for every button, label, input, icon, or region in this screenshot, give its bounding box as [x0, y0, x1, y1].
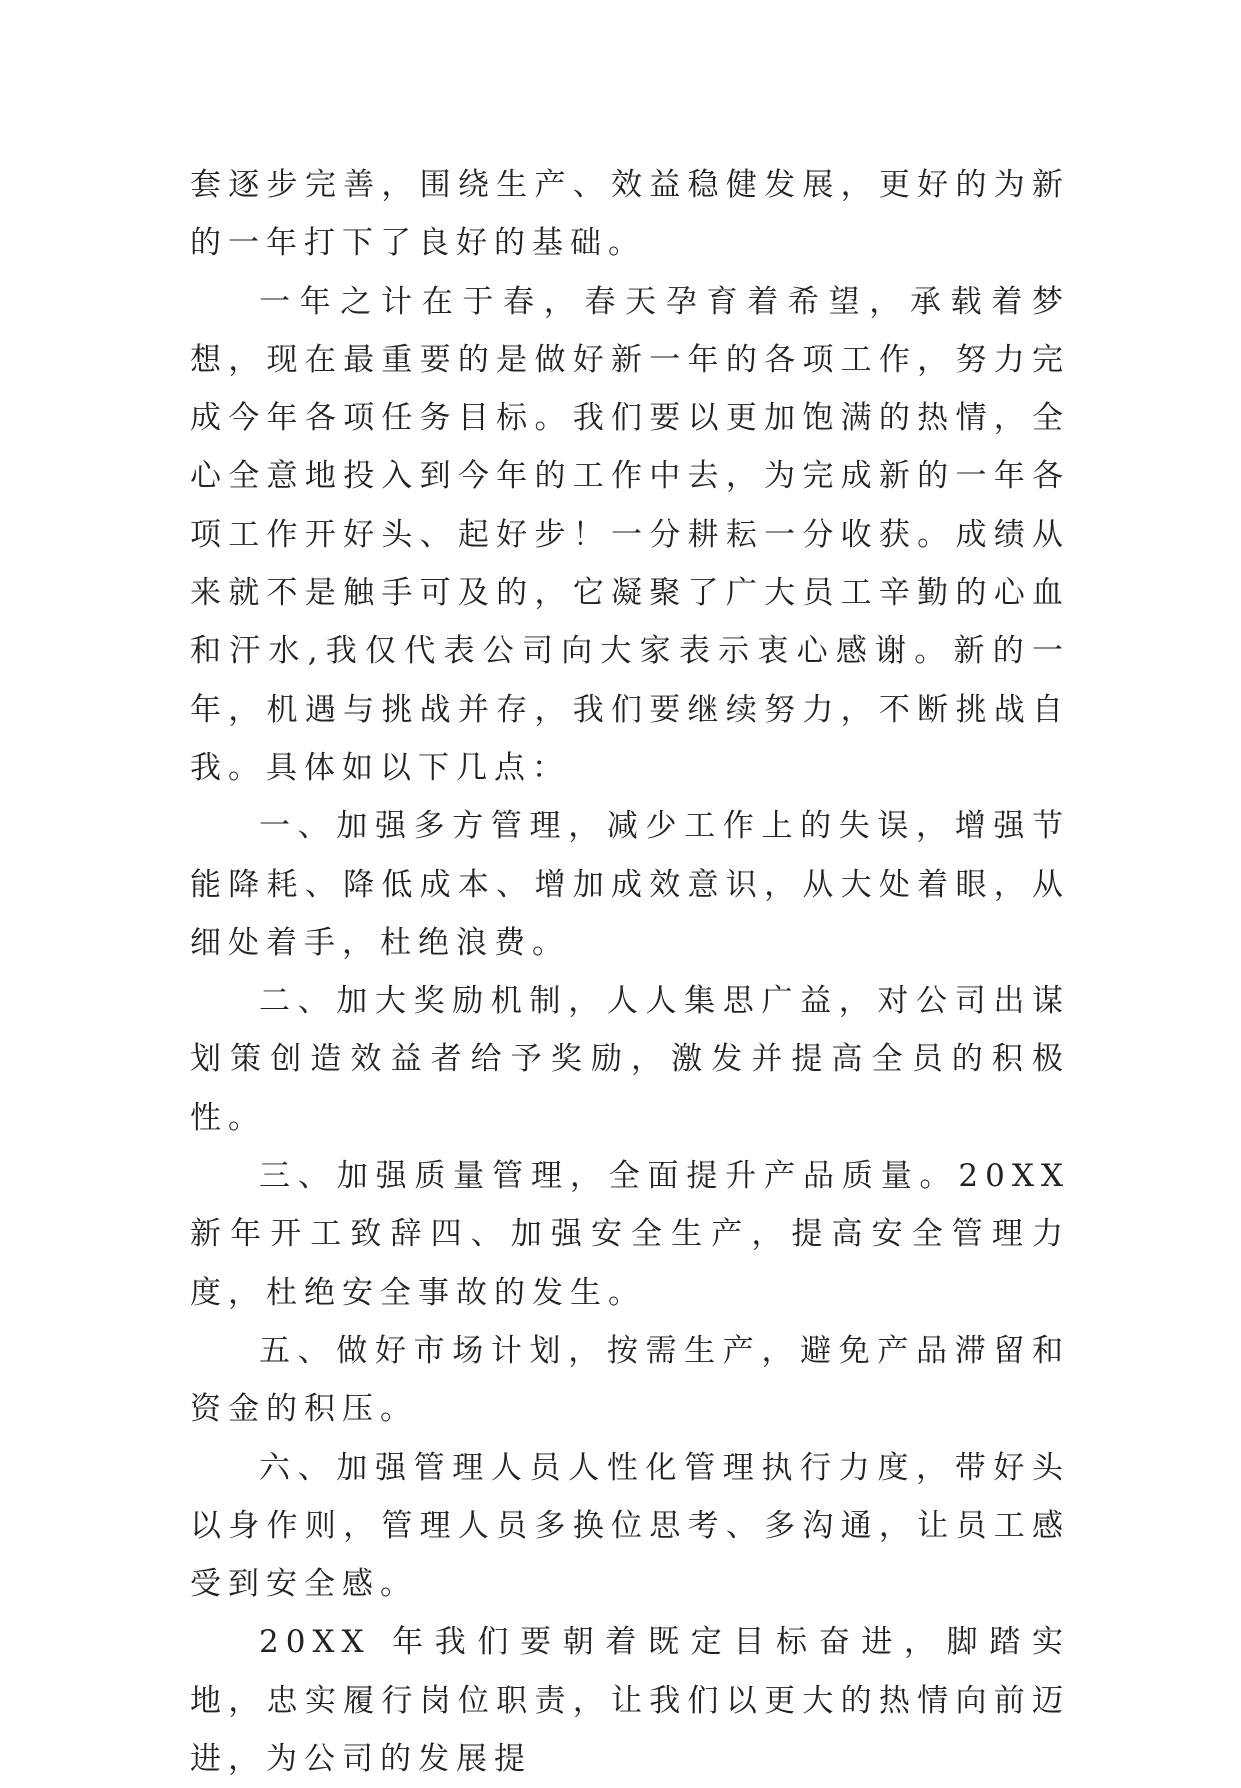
paragraph-point-3-4: 三、加强质量管理，全面提升产品质量。20XX 新年开工致辞四、加强安全生产，提高安全管理力度，杜绝安全事故的发生。 [190, 1158, 1070, 1311]
document-body [190, 156, 1070, 1788]
paragraph-point-6: 六、加强管理人员人性化管理执行力度，带好头以身作则，管理人员多换位思考、多沟通，让员工感受到安全感。 [190, 1449, 1070, 1603]
paragraph-intro: 一年之计在于春，春天孕育着希望，承载着梦想，现在最重要的是做好新一年的各项工作，努力完成今年各项任务目标。我们要以更加饱满的热情，全心全意地投入到今年的工作中去，为完成新的一年各项工作开好头、起好步！一分耕耘一分收获。成绩从来就不是触手可及的，它凝聚了广大员工辛勤的心血和汗水,我仅代表公司向大家表示衷心感谢。新的一年，机遇与挑战并存，我们要继续努力，不断挑战自我。具体如以下几点： [190, 283, 1070, 786]
paragraph-closing: 20XX 年我们要朝着既定目标奋进，脚踏实地，忠实履行岗位职责，让我们以更大的热情向前迈进，为公司的发展提 [190, 1624, 1070, 1778]
paragraph-point-1: 一、加强多方管理，减少工作上的失误，增强节能降耗、降低成本、增加成效意识，从大处着眼，从细处着手，杜绝浪费。 [190, 808, 1070, 961]
paragraph-continuation: 套逐步完善，围绕生产、效益稳健发展，更好的为新的一年打下了良好的基础。 [190, 167, 1070, 262]
paragraph-point-2: 二、加大奖励机制，人人集思广益，对公司出谋划策创造效益者给予奖励，激发并提高全员的积极性。 [190, 983, 1070, 1136]
paragraph-point-5: 五、做好市场计划，按需生产，避免产品滞留和资金的积压。 [190, 1332, 1070, 1428]
